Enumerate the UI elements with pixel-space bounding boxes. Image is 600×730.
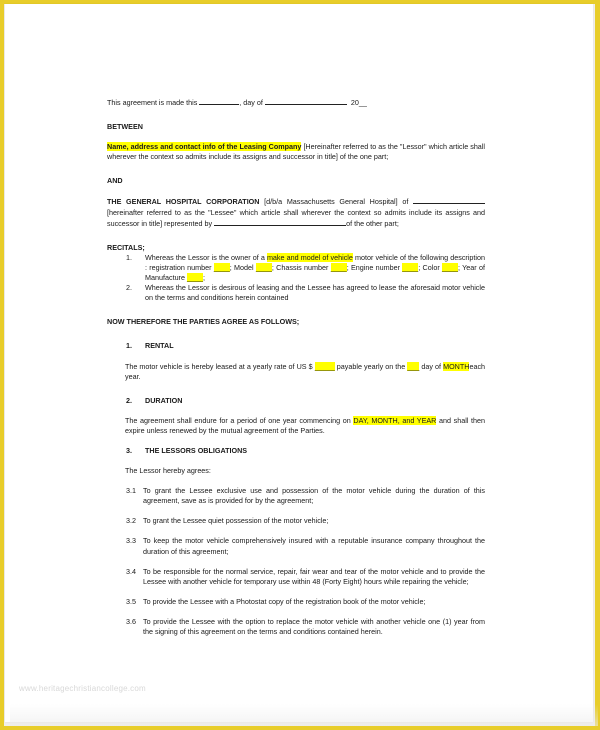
- recital-text: [145, 253, 485, 283]
- blank-line: [199, 97, 239, 105]
- obligation-number: 3.1: [126, 486, 136, 496]
- blank-line: [413, 196, 485, 204]
- section-number: 3.: [126, 445, 132, 455]
- obligation-text: To provide the Lessee with the option to replace the motor vehicle with another vehicle one (1) year from the signing of this agreement on the terms and conditions contained herein.: [143, 616, 485, 636]
- obligation-number: 3.3: [126, 536, 136, 546]
- obligation-text: To grant the Lessee exclusive use and possession of the motor vehicle during the duration of this agreement, save as is provided for by the agreement;: [143, 486, 485, 506]
- now-therefore-heading: NOW THEREFORE THE PARTIES AGREE AS FOLLOWS;: [107, 317, 300, 327]
- watermark-text: www.heritagechristiancollege.com: [19, 684, 146, 693]
- obligation-text: To provide the Lessee with a Photostat copy of the registration book of the motor vehicle;: [143, 596, 426, 606]
- obligation-number: 3.2: [126, 516, 136, 526]
- section-number: 2.: [126, 395, 132, 405]
- recital-part: ; Model: [229, 262, 254, 272]
- obligation-text: To be responsible for the normal service, repair, fair wear and tear of the motor vehicle and to provide the Lessee with another vehicle for temporary use within 48 (Forty Eight) hours while repairing the vehicle;: [143, 566, 485, 586]
- recital-number: 1.: [126, 252, 132, 262]
- duration-text: The agreement shall endure for a period of one year commencing on: [125, 415, 351, 425]
- obligation-item: [107, 536, 485, 556]
- duration-text: and shall then expire unless renewed by the mutual agreement of the Parties.: [125, 415, 486, 435]
- section-title: THE LESSORS OBLIGATIONS: [145, 445, 248, 455]
- section-heading-rental: [107, 341, 485, 351]
- lessor-paragraph: [107, 142, 485, 162]
- obligation-text: To grant the Lessee quiet possession of the motor vehicle;: [143, 516, 329, 526]
- section-number: 1.: [126, 341, 132, 351]
- intro-year-blank: __: [358, 98, 367, 107]
- rental-text: each year.: [125, 361, 486, 381]
- blank-line: [214, 218, 346, 226]
- recital-item: [107, 283, 485, 303]
- recital-part: motor vehicle of the following description : registration number: [145, 252, 485, 272]
- recital-part: ; Year of Manufacture: [145, 262, 485, 283]
- highlight-field: make and model of vehicle: [266, 252, 353, 262]
- highlight-blank: ____: [330, 262, 347, 272]
- lessee-text: [d/b/a Massachusetts General Hospital] of: [264, 197, 409, 207]
- agreement-document: [107, 97, 485, 637]
- obligation-number: 3.4: [126, 566, 136, 576]
- rental-text: day of: [421, 361, 442, 371]
- duration-paragraph: [107, 416, 485, 436]
- intro-line: [107, 97, 485, 108]
- highlight-blank: ____: [255, 262, 272, 272]
- between-heading: BETWEEN: [107, 122, 143, 132]
- obligations-intro: The Lessor hereby agrees:: [125, 466, 211, 476]
- rental-text: The motor vehicle is hereby leased at a yearly rate of US $: [125, 361, 313, 371]
- and-heading: AND: [107, 176, 123, 186]
- section-title: RENTAL: [145, 341, 174, 351]
- highlight-month: MONTH: [443, 361, 470, 371]
- lessee-text: of the other part;: [346, 218, 399, 228]
- obligation-item: [107, 567, 485, 587]
- highlight-blank: ___: [407, 361, 420, 371]
- recital-part: ; Engine number: [346, 262, 400, 272]
- recital-text: Whereas the Lessor is desirous of leasing and the Lessee has agreed to lease the aforesaid motor vehicle on the terms and conditions herein contained: [145, 283, 485, 303]
- page-fade: [10, 704, 598, 726]
- section-heading-duration: [107, 396, 485, 406]
- intro-text: , day of: [239, 98, 263, 107]
- obligation-item: [107, 617, 485, 637]
- section-title: DURATION: [145, 395, 183, 405]
- lessee-text: [hereinafter referred to as the "Lessee" which article shall wherever the context so admits include its assigns and successor in title] represented by: [107, 207, 485, 228]
- section-heading-obligations: [107, 446, 485, 456]
- lessor-name-highlight: Name, address and contact info of the Leasing Company: [107, 142, 302, 152]
- recital-item: [107, 253, 485, 283]
- blank-line: [265, 97, 347, 105]
- highlight-blank: ____: [402, 262, 419, 272]
- intro-text: This agreement is made this: [107, 98, 198, 107]
- highlight-blank: _____: [314, 361, 335, 371]
- lessee-name: THE GENERAL HOSPITAL CORPORATION: [107, 197, 260, 207]
- lessee-paragraph: [107, 196, 485, 228]
- rental-text: payable yearly on the: [336, 361, 406, 371]
- highlight-blank: ____: [186, 273, 203, 283]
- recitals-heading: RECITALS;: [107, 242, 145, 252]
- highlight-blank: ____: [213, 262, 230, 272]
- lessor-text: [Hereinafter referred to as the "Lessor" which article shall wherever the context so admits include its assigns and successor in title] of the one part;: [107, 142, 486, 162]
- obligation-item: [107, 597, 485, 607]
- intro-year: 20: [350, 98, 359, 107]
- obligation-item: [107, 516, 485, 526]
- recital-number: 2.: [126, 283, 132, 293]
- recital-part: ;: [202, 273, 205, 283]
- recital-part: Whereas the Lessor is the owner of a: [145, 252, 265, 262]
- highlight-blank: ____: [442, 262, 459, 272]
- obligation-item: [107, 486, 485, 506]
- obligation-text: To keep the motor vehicle comprehensively insured with a reputable insurance company throughout the duration of this agreement;: [143, 536, 485, 556]
- recital-part: ; Color: [418, 262, 440, 272]
- rental-paragraph: [107, 362, 485, 382]
- recital-part: ; Chassis number: [271, 262, 329, 272]
- highlight-date: DAY, MONTH, and YEAR: [353, 415, 437, 425]
- obligation-number: 3.6: [126, 616, 136, 626]
- obligation-number: 3.5: [126, 596, 136, 606]
